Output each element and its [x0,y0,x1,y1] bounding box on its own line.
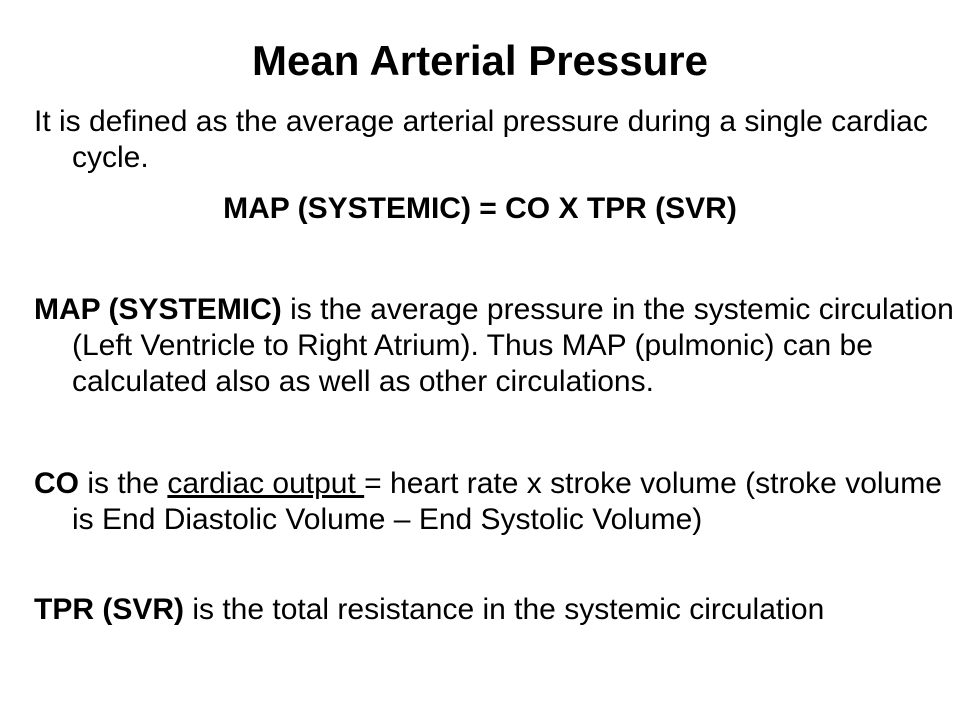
map-description: is the average pressure in the systemic circulation (Left Ventricle to Right Atrium). Thus MAP (pulmonic) can be calculated also as well as other circulations. [72,293,954,398]
map-formula: MAP (SYSTEMIC) = CO X TPR (SVR) [223,192,737,225]
slide-title: Mean Arterial Pressure [252,37,708,84]
map-term: MAP (SYSTEMIC) [34,293,282,326]
cardiac-output-underlined-term: cardiac output [167,467,365,500]
co-text-after: = heart rate x stroke volume (stroke volume is End Diastolic Volume – End Systolic Volume) [72,467,942,536]
tpr-paragraph [34,592,958,628]
definition-paragraph: It is defined as the average arterial pressure during a single cardiac cycle. [34,105,928,174]
co-text-before: is the [79,467,168,500]
map-paragraph [34,292,958,400]
co-paragraph [34,466,958,538]
tpr-term: TPR (SVR) [34,593,184,626]
co-term: CO [34,467,79,500]
tpr-description: is the total resistance in the systemic circulation [184,593,825,626]
